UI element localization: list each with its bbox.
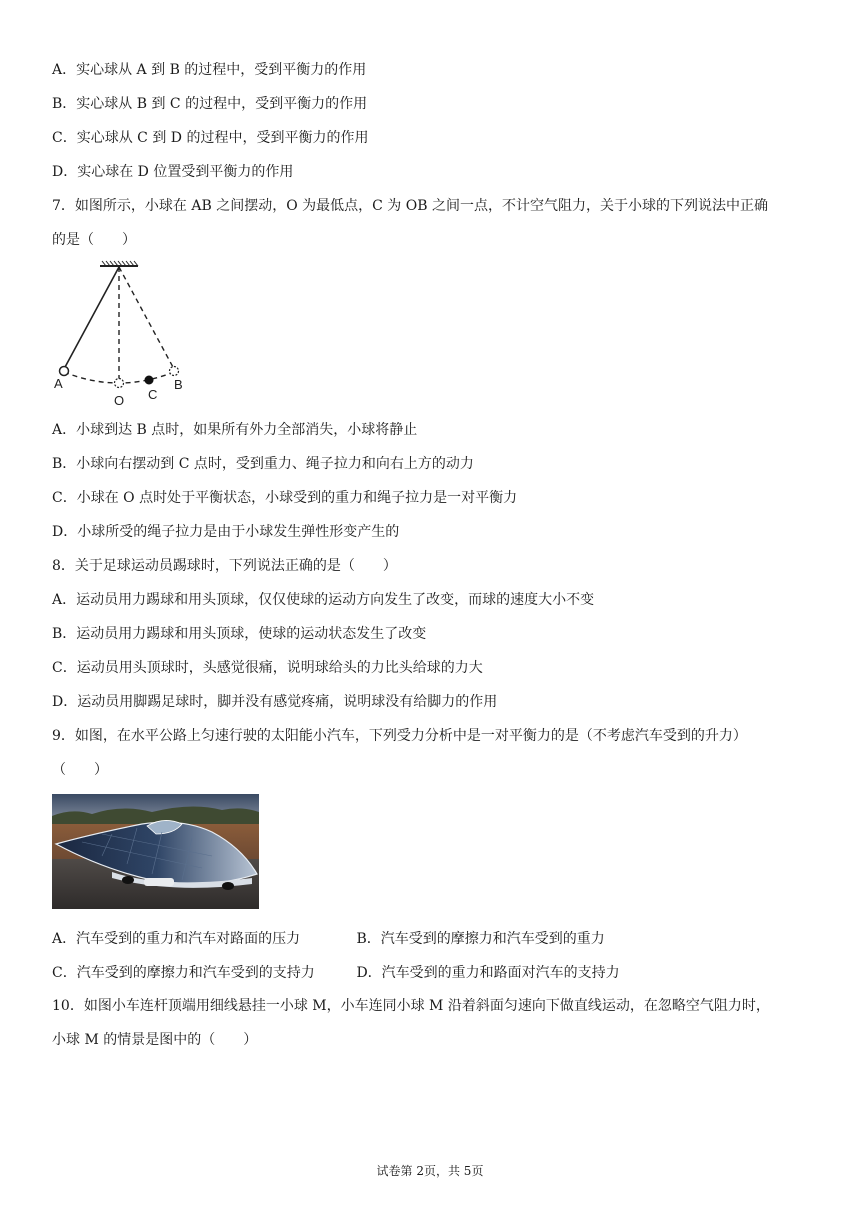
q8-stem: 8．关于足球运动员踢球时，下列说法正确的是（ ）	[52, 558, 397, 574]
q9-option-b: B．汽车受到的摩擦力和汽车受到的重力	[356, 931, 605, 947]
solar-car-photo	[52, 794, 259, 909]
q6-option-d: D．实心球在 D 位置受到平衡力的作用	[52, 164, 294, 180]
q6-option-b: B．实心球从 B 到 C 的过程中，受到平衡力的作用	[52, 96, 368, 112]
q8-option-d: D．运动员用脚踢足球时，脚并没有感觉疼痛，说明球没有给脚力的作用	[52, 694, 498, 710]
q9-option-c: C．汽车受到的摩擦力和汽车受到的支持力	[52, 965, 315, 981]
pendulum-figure	[50, 258, 200, 408]
q7-stem-line2: 的是（ ）	[52, 232, 136, 248]
q10-stem-line2: 小球 M 的情景是图中的（ ）	[52, 1032, 258, 1048]
q9-option-d: D．汽车受到的重力和路面对汽车的支持力	[356, 965, 620, 981]
label-a: A	[54, 376, 63, 391]
q10-stem-line1: 10．如图小车连杆顶端用细线悬挂一小球 M，小车连同小球 M 沿着斜面匀速向下做直线运动，在忽略空气阻力时，	[52, 998, 770, 1014]
q7-option-c: C．小球在 O 点时处于平衡状态，小球受到的重力和绳子拉力是一对平衡力	[52, 490, 518, 506]
label-o: O	[114, 393, 125, 408]
q9-stem-line2: （ ）	[52, 762, 108, 778]
label-b: B	[174, 377, 183, 392]
q7-stem-line1: 7．如图所示，小球在 AB 之间摆动，O 为最低点，C 为 OB 之间一点，不计空气阻力，关于小球的下列说法中正确	[52, 198, 768, 214]
q8-option-a: A．运动员用力踢球和用头顶球，仅仅使球的运动方向发生了改变，而球的速度大小不变	[52, 592, 595, 608]
label-c: C	[148, 387, 158, 402]
q6-option-c: C．实心球从 C 到 D 的过程中，受到平衡力的作用	[52, 130, 369, 146]
q9-option-a: A．汽车受到的重力和汽车对路面的压力	[52, 931, 301, 947]
q6-option-a: A．实心球从 A 到 B 的过程中，受到平衡力的作用	[52, 62, 367, 78]
q7-option-b: B．小球向右摆动到 C 点时，受到重力、绳子拉力和向右上方的动力	[52, 456, 474, 472]
page-footer: 试卷第 2页，共 5页	[376, 1164, 484, 1178]
q8-option-b: B．运动员用力踢球和用头顶球，使球的运动状态发生了改变	[52, 626, 427, 642]
q7-option-a: A．小球到达 B 点时，如果所有外力全部消失，小球将静止	[52, 422, 418, 438]
q9-stem-line1: 9．如图，在水平公路上匀速行驶的太阳能小汽车，下列受力分析中是一对平衡力的是（不考虑汽车受到的升力）	[52, 728, 747, 744]
q7-option-d: D．小球所受的绳子拉力是由于小球发生弹性形变产生的	[52, 524, 400, 540]
q8-option-c: C．运动员用头顶球时，头感觉很痛，说明球给头的力比头给球的力大	[52, 660, 483, 676]
